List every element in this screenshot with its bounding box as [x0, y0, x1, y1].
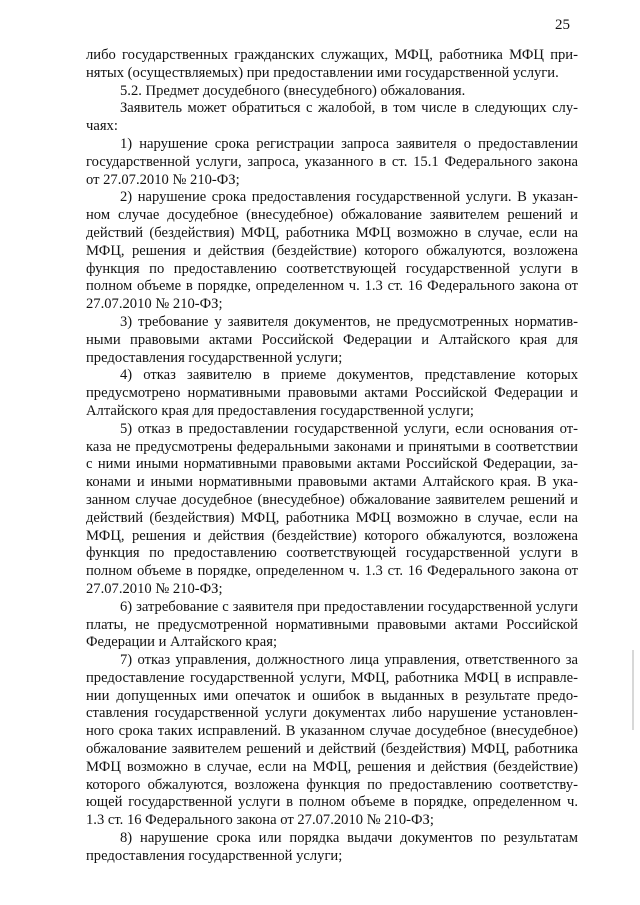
scan-edge-mark [632, 650, 634, 730]
section-heading-5-2: 5.2. Предмет досудебного (внесудебного) обжалования. [120, 82, 466, 99]
list-item-7: 7) отказ управления, должностного лица управления, ответственного за предоставление государственной услуги, МФЦ, работника МФЦ в исправлении допущенных ими опечаток и ошибок в выданных в результате предоставления государственной услуги документах либо нарушение установленного срока таких исправлений. В указанном случае досудебное (внесудебное) обжалование заявителем решений и действий (бездействия) МФЦ, работника МФЦ возможно в случае, если на МФЦ, решения и действия (бездействие) которого обжалуются, возложена функция по предоставлению соответствующей государственной услуги в полном объеме в порядке, определенном ч. 1.3 ст. 16 Федерального закона от 27.07.2010 № 210-ФЗ; [86, 652, 578, 829]
list-item-6: 6) затребование с заявителя при предоставлении государственной услуги платы, не предусмотренной нормативными правовыми актами Российской Федерации и Алтайского края; [86, 598, 578, 651]
page-number: 25 [555, 17, 570, 33]
paragraph-intro: Заявитель может обратиться с жалобой, в том числе в следующих случаях: [86, 100, 578, 135]
list-item-4: 4) отказ заявителю в приеме документов, представление которых предусмотрено нормативными правовыми актами Российской Федерации и Алтайского края для предоставления государственной услуги; [86, 367, 578, 419]
list-item-8: 8) нарушение срока или порядка выдачи документов по результатам предоставления государственной услуги; [86, 830, 578, 864]
list-item-3: 3) требование у заявителя документов, не предусмотренных нормативными правовыми актами Российской Федерации и Алтайского края для предоставления государственной услуги; [86, 313, 578, 366]
body-text [86, 47, 578, 866]
list-item-5: 5) отказ в предоставлении государственной услуги, если основания отказа не предусмотрены федеральными законами и принятыми в соответствии с ними иными нормативными правовыми актами Российской Федерации, законами и иными нормативными правовыми актами Алтайского края. В указанном случае досудебное (внесудебное) обжалование заявителем решений и действий (бездействия) МФЦ, работника МФЦ возможно в случае, если на МФЦ, решения и действия (бездействие) которого обжалуются, возложена функция по предоставлению соответствующей государственной услуги в полном объеме в порядке, определенном ч. 1.3 ст. 16 Федерального закона от 27.07.2010 № 210-ФЗ; [86, 420, 578, 597]
list-item-1: 1) нарушение срока регистрации запроса заявителя о предоставлении государственной услуги, запроса, указанного в ст. 15.1 Федерального закона от 27.07.2010 № 210-ФЗ; [86, 135, 578, 188]
paragraph-continuation: либо государственных гражданских служащих, МФЦ, работника МФЦ принятых (осуществляемых) при предоставлении ими государственной услуги. [86, 47, 578, 81]
list-item-2: 2) нарушение срока предоставления государственной услуги. В указанном случае досудебное (внесудебное) обжалование заявителем решений и действий (бездействия) МФЦ, работника МФЦ возможно в случае, если на МФЦ, решения и действия (бездействие) которого обжалуются, возложена функция по предоставлению соответствующей государственной услуги в полном объеме в порядке, определенном ч. 1.3 ст. 16 Федерального закона от 27.07.2010 № 210-ФЗ; [86, 189, 578, 313]
